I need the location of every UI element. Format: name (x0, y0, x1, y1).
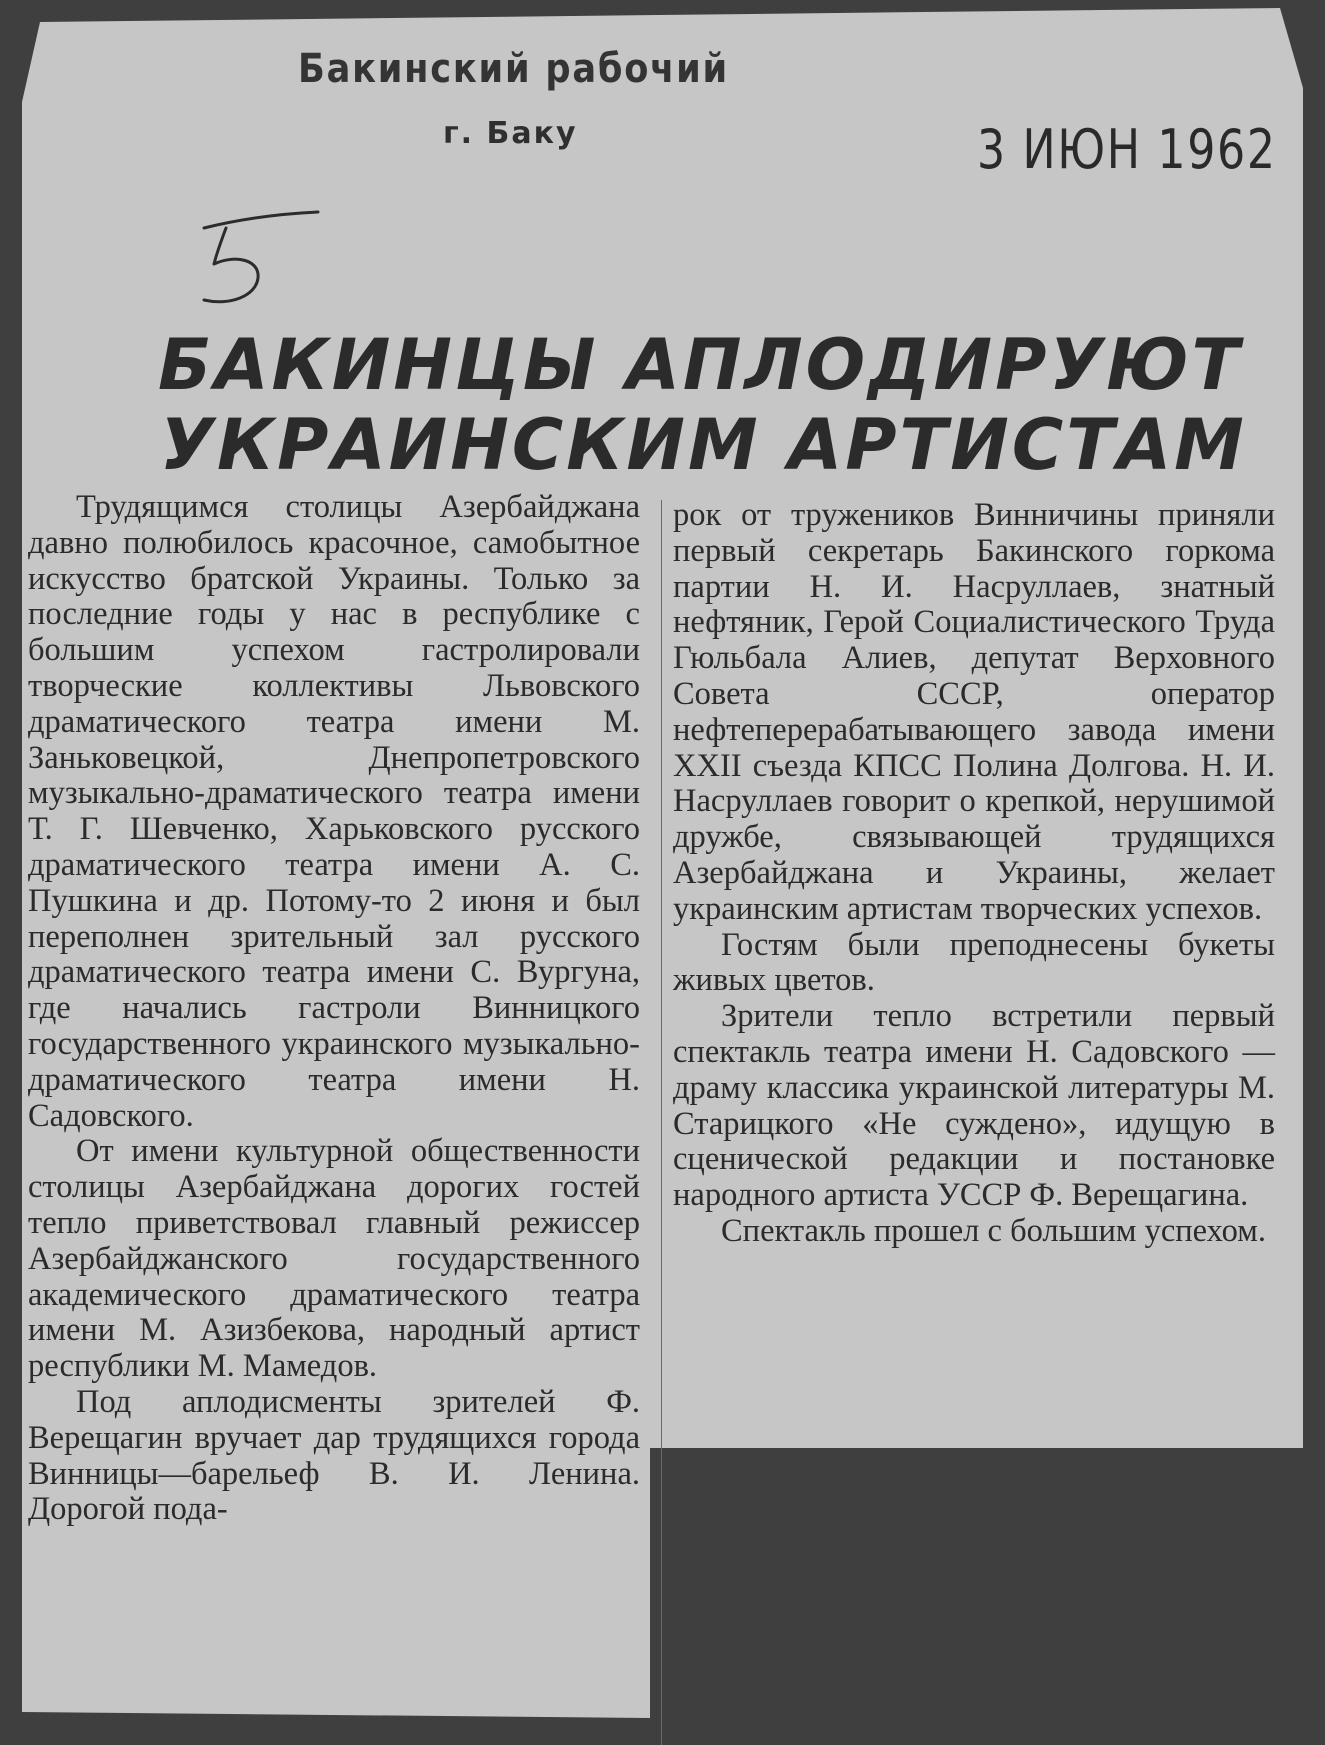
article-headline (158, 324, 1247, 486)
newspaper-city: г. Баку (443, 116, 578, 151)
date-stamp: 3 ИЮН 1962 (977, 118, 1277, 181)
paragraph-2: От имени культурной общественности столицы Азербайджана дорогих гостей тепло приветствовал главный режиссер Азербайджанского государственного академического драматического театра имени М. Азизбекова, народный артист республики М. Мамедов. (28, 1133, 640, 1385)
newspaper-title: Бакинский рабочий (298, 46, 729, 92)
headline-line-1: БАКИНЦЫ АПЛОДИРУЮТ (158, 324, 1243, 406)
handwritten-number-5 (196, 210, 328, 310)
paragraph-3: Под аплодисменты зрителей Ф. Верещагин вручает дар трудящихся города Винницы—барельеф В. И. Ленина. Дорогой пода- (28, 1383, 640, 1528)
paragraph-3-continued: рок от тружеников Винничины приняли первый секретарь Бакинского горкома партии Н. И. Насруллаев, знатный нефтяник, Герой Социалистического Труда Гюльбала Алиев, депутат Верховного Совета СССР, оператор нефтеперерабатывающего завода имени XXII съезда КПСС Полина Долгова. Н. И. Насруллаев говорит о крепкой, нерушимой дружбе, связывающей трудящихся Азербайджана и Украины, желает украинским артистам творческих успехов. (673, 497, 1275, 927)
headline-line-2: УКРАИНСКИМ АРТИСТАМ (160, 404, 1247, 486)
paragraph-4: Гостям были преподнесены букеты живых цветов. (673, 926, 1275, 999)
paragraph-6: Спектакль прошел с большим успехом. (721, 1212, 1266, 1249)
paragraph-1: Трудящимся столицы Азербайджана давно полюбилось красочное, самобытное искусство братской Украины. Только за последние годы у нас в республике с большим успехом гастролировали творческие коллективы Львовского драматического театра имени М. Заньковецкой, Днепропетровского музыкально-драматического театра имени Т. Г. Шевченко, Харьковского русского драматического театра имени А. С. Пушкина и др. Потому-то 2 июня и был переполнен зрительный зал русского драматического театра имени С. Вургуна, где начались гастроли Винницкого государственного украинского музыкально-драматического театра имени Н. Садовского. (28, 489, 640, 1134)
article-column-left (28, 490, 640, 1528)
article-column-right (673, 498, 1275, 1250)
paragraph-5: Зрители тепло встретили первый спектакль театра имени Н. Садовского — драму классика украинской литературы М. Старицкого «Не суждено», идущую в сценической редакции и постановке народного артиста УССР Ф. Верещагина. (673, 998, 1275, 1214)
column-divider (661, 500, 662, 1745)
